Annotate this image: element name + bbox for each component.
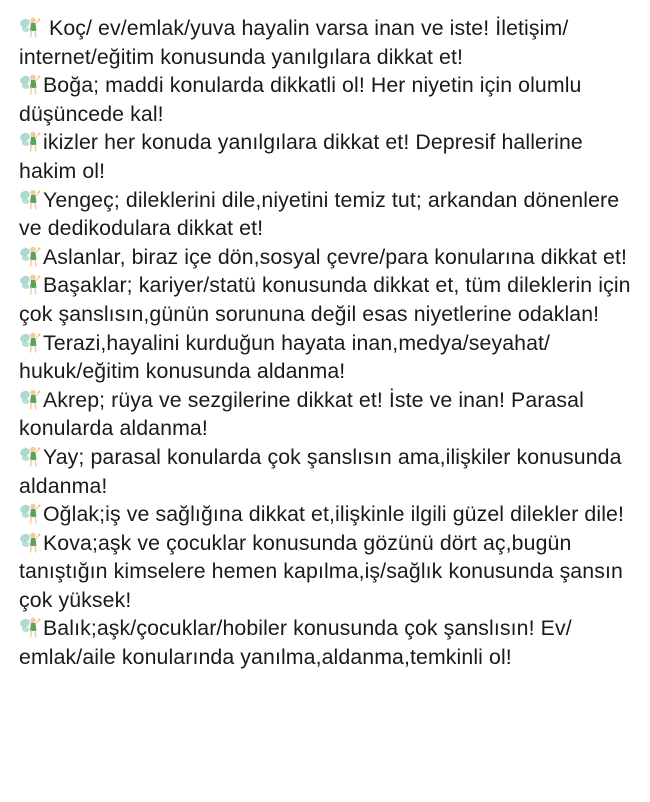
entry-akrep bbox=[19, 386, 639, 443]
entry-text: ikizler her konuda yanılgılara dikkat et! Depresif hallerine hakim ol! bbox=[19, 130, 583, 183]
horoscope-text bbox=[19, 14, 639, 672]
fairy-icon bbox=[19, 331, 41, 353]
entry-aslan bbox=[19, 243, 639, 272]
fairy-icon bbox=[19, 130, 41, 152]
fairy-icon bbox=[19, 531, 41, 553]
entry-kova bbox=[19, 529, 639, 615]
entry-text: Yay; parasal konularda çok şanslısın ama,ilişkiler konusunda aldanma! bbox=[19, 444, 622, 498]
entry-text: Başaklar; kariyer/statü konusunda dikkat et, tüm dileklerin için çok şanslısın,günün sorununa değil esas niyetlerine odaklan! bbox=[19, 273, 631, 326]
fairy-icon bbox=[19, 188, 41, 210]
entry-text: Akrep; rüya ve sezgilerine dikkat et! İste ve inan! Parasal konularda aldanma! bbox=[19, 387, 584, 441]
entry-oglak bbox=[19, 500, 639, 529]
entry-yay bbox=[19, 443, 639, 500]
entry-text: Aslanlar, biraz içe dön,sosyal çevre/para konularına dikkat et! bbox=[43, 244, 627, 269]
fairy-icon bbox=[19, 445, 41, 467]
entry-balik bbox=[19, 614, 639, 671]
entry-text: Terazi,hayalini kurduğun hayata inan,medya/seyahat/ hukuk/eğitim konusunda aldanma! bbox=[19, 330, 551, 384]
entry-yengec bbox=[19, 186, 639, 243]
fairy-icon bbox=[19, 16, 41, 38]
entry-text: Kova;aşk ve çocuklar konusunda gözünü dört aç,bugün tanıştığın kimselere hemen kapılma,iş/sağlık konusunda şansın çok yüksek! bbox=[19, 530, 623, 612]
fairy-icon bbox=[19, 616, 41, 638]
entry-terazi bbox=[19, 329, 639, 386]
entry-text: Balık;aşk/çocuklar/hobiler konusunda çok şanslısın! Ev/ emlak/aile konularında yanılma,aldanma,temkinli ol! bbox=[19, 616, 572, 670]
entry-koc bbox=[19, 14, 639, 71]
fairy-icon bbox=[19, 388, 41, 410]
entry-text: Oğlak;iş ve sağlığına dikkat et,ilişkinle ilgili güzel dilekler dile! bbox=[43, 502, 625, 527]
fairy-icon bbox=[19, 273, 41, 295]
entry-text: Yengeç; dileklerini dile,niyetini temiz tut; arkandan dönenlere ve dedikodulara dikkat et! bbox=[19, 187, 620, 241]
entry-text: Boğa; maddi konularda dikkatli ol! Her niyetin için olumlu düşüncede kal! bbox=[19, 73, 582, 126]
entry-ikizler bbox=[19, 128, 639, 185]
fairy-icon bbox=[19, 245, 41, 267]
entry-text: Koç/ ev/emlak/yuva hayalin varsa inan ve iste! İletişim/ internet/eğitim konusunda yanılgılara dikkat et! bbox=[19, 16, 569, 69]
fairy-icon bbox=[19, 502, 41, 524]
entry-basak bbox=[19, 271, 639, 328]
fairy-icon bbox=[19, 73, 41, 95]
entry-boga bbox=[19, 71, 639, 128]
